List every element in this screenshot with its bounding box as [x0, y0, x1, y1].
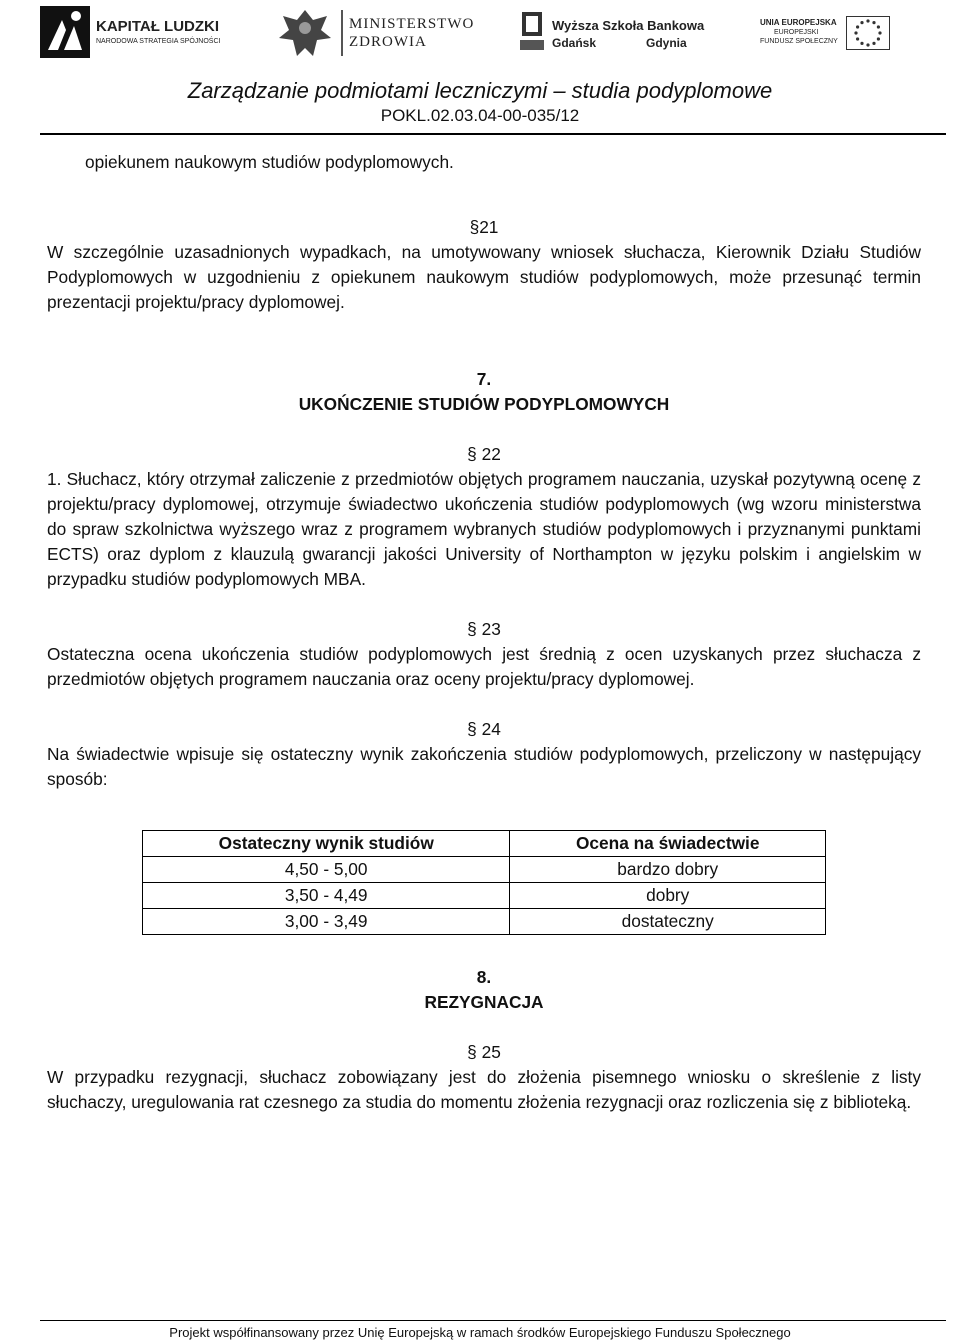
table-cell: bardzo dobry: [510, 857, 826, 883]
table-cell: 3,50 - 4,49: [143, 883, 510, 909]
paragraph-25-text: W przypadku rezygnacji, słuchacz zobowiązany jest do złożenia pisemnego wniosku o skreślenie z listy słuchaczy, uregulowania rat czesnego za studia do momentu złożenia rezygnacji oraz rozliczenia się z biblioteką.: [47, 1067, 921, 1112]
section-8-title: REZYGNACJA: [424, 992, 544, 1012]
wsb-city-gdansk: Gdańsk: [552, 36, 597, 50]
unia-europejska-logo: [760, 6, 910, 58]
table-header-row: [143, 831, 826, 857]
intro-line: opiekunem naukowym studiów podyplomowych.: [85, 152, 454, 172]
wsb-city-gdynia: Gdynia: [646, 36, 687, 50]
footer-divider: [40, 1320, 946, 1321]
ue-line2: EUROPEJSKI: [774, 29, 819, 36]
ministerstwo-line2: ZDROWIA: [349, 34, 427, 50]
kapital-ludzki-emblem-icon: [40, 6, 90, 58]
header-divider: [40, 133, 946, 135]
document-body: [47, 150, 921, 1115]
eagle-emblem-icon: [275, 6, 335, 60]
ministerstwo-zdrowia-logo: [275, 6, 475, 58]
ue-line3: FUNDUSZ SPOŁECZNY: [760, 38, 838, 45]
paragraph-25-heading: § 25: [467, 1042, 501, 1062]
section-7-number: 7.: [476, 369, 492, 389]
paragraph-22-heading: § 22: [467, 444, 501, 464]
paragraph-22-text: 1. Słuchacz, który otrzymał zaliczenie z przedmiotów objętych programem nauczania, uzyskał pozytywną ocenę z projektu/pracy dyplomowej, otrzymuje świadectwo ukończenia studiów podyplomowych (wg wzoru ministerstwa do spraw szkolnictwa wyższego wraz z programem wybranych studiów podyplomowych i przyznanymi punktami ECTS) oraz dyplom z klauzulą gwarancji jakości University of Northampton w języku polskim i angielskim w przypadku studiów podyplomowych MBA.: [47, 469, 921, 589]
paragraph-21-text: W szczególnie uzasadnionych wypadkach, na umotywowany wniosek słuchacza, Kierownik Działu Studiów Podyplomowych w uzgodnieniu z opiekunem naukowym studiów podyplomowych, może przesunąć termin prezentacji projektu/pracy dyplomowej.: [47, 242, 921, 312]
project-code: POKL.02.03.04-00-035/12: [380, 106, 580, 125]
page-header: [0, 0, 960, 140]
ministerstwo-line1: MINISTERSTWO: [349, 16, 475, 32]
kapital-ludzki-sub: NARODOWA STRATEGIA SPÓJNOŚCI: [96, 38, 221, 45]
page-footer: Projekt współfinansowany przez Unię Europejską w ramach środków Europejskiego Funduszu Społecznego: [169, 1325, 791, 1340]
section-7-title: UKOŃCZENIE STUDIÓW PODYPLOMOWYCH: [298, 394, 670, 414]
table-row: [143, 857, 826, 883]
wsb-emblem-icon: [520, 12, 544, 52]
table-cell: 3,00 - 3,49: [143, 909, 510, 935]
table-header-cell: Ocena na świadectwie: [510, 831, 826, 857]
project-title: Zarządzanie podmiotami leczniczymi – studia podyplomowe: [187, 78, 773, 103]
table-header-cell: Ostateczny wynik studiów: [143, 831, 510, 857]
table-cell: dobry: [510, 883, 826, 909]
wsb-name: Wyższa Szkoła Bankowa: [552, 18, 705, 33]
eu-flag-icon: [846, 16, 890, 50]
paragraph-24-text: Na świadectwie wpisuje się ostateczny wynik zakończenia studiów podyplomowych, przeliczony w następujący sposób:: [47, 744, 921, 789]
paragraph-24-heading: § 24: [467, 719, 501, 739]
table-cell: dostateczny: [510, 909, 826, 935]
wsb-logo: [520, 6, 705, 58]
kapital-ludzki-logo: [40, 6, 230, 58]
grade-conversion-table: [142, 830, 826, 935]
table-row: [143, 883, 826, 909]
paragraph-23-text: Ostateczna ocena ukończenia studiów podyplomowych jest średnią z ocen uzyskanych przez słuchacza z przedmiotów objętych programem nauczania oraz oceny projektu/pracy dyplomowej.: [47, 644, 921, 689]
ue-line1: UNIA EUROPEJSKA: [760, 18, 837, 27]
paragraph-21-heading: §21: [469, 217, 499, 237]
table-row: [143, 909, 826, 935]
kapital-ludzki-name: KAPITAŁ LUDZKI: [96, 18, 220, 35]
section-8-number: 8.: [476, 967, 492, 987]
table-cell: 4,50 - 5,00: [143, 857, 510, 883]
paragraph-23-heading: § 23: [467, 619, 501, 639]
